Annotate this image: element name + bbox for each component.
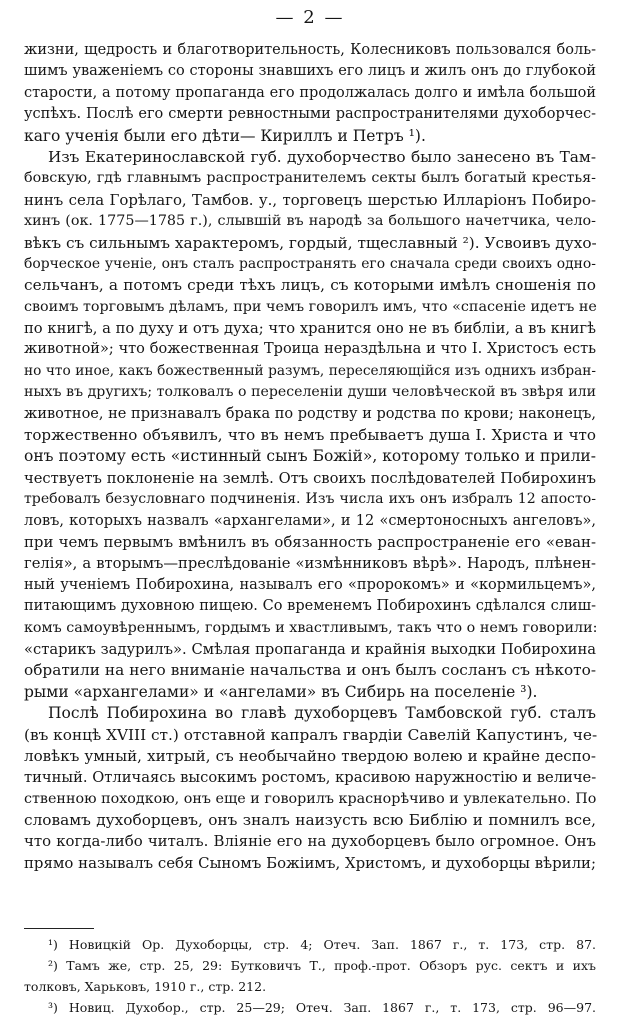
text-line: требовалъ безусловнаго подчиненія. Изъ числа ихъ онъ избралъ 12 апосто- xyxy=(24,491,596,508)
body-text xyxy=(24,40,596,874)
footnote-3: ³) Новиц. Духобор., стр. 25—29; Отеч. Зап. 1867 г., т. 173, стр. 96—97. xyxy=(48,1000,596,1015)
text-line: животное, не признавалъ брака по родству и родства по крови; наконецъ, xyxy=(24,405,596,422)
footnote-1: ¹) Новицкій Ор. Духоборцы, стр. 4; Отеч. Зап. 1867 г., т. 173, стр. 87. xyxy=(48,937,596,952)
text-line: онъ поэтому есть «истинный сынъ Божій», которому только и прили- xyxy=(24,447,596,466)
text-line: комъ самоувѣреннымъ, гордымъ и хвастливымъ, такъ что о немъ говорили: xyxy=(24,619,598,636)
text-line: прямо называлъ себя Сыномъ Божіимъ, Христомъ, и духоборцы вѣрили; xyxy=(24,853,596,872)
page-number: — 2 — xyxy=(275,7,345,28)
text-line: что когда-либо читалъ. Вліяніе его на духоборцевъ было огромное. Онъ xyxy=(24,832,596,851)
text-line: успѣхъ. Послѣ его смерти ревностными распространителями духоборчес- xyxy=(24,106,596,123)
text-line: рыми «архангелами» и «ангелами» въ Сибирь на поселеніе ³). xyxy=(24,682,538,701)
page xyxy=(24,0,596,1028)
text-line: ловѣкъ умный, хитрый, съ необычайно твердою волею и крайне деспо- xyxy=(24,746,596,765)
text-line: чествуетъ поклоненіе на землѣ. Отъ своихъ послѣдователей Побирохинъ xyxy=(24,469,596,487)
text-line: обратили на него вниманіе начальства и онъ былъ сосланъ съ нѣкото- xyxy=(24,661,596,680)
text-line: своимъ торговымъ дѣламъ, при чемъ говорилъ имъ, что «спасеніе идетъ не xyxy=(24,298,597,315)
text-line: «старикъ задурилъ». Смѣлая пропаганда и крайнія выходки Побирохина xyxy=(24,640,596,658)
footnote-2-continuation: толковъ, Харьковъ, 1910 г., стр. 212. xyxy=(24,979,267,994)
footnote-2: ²) Тамъ же, стр. 25, 29: Бутковичъ Т., проф.-прот. Обзоръ рус. сектъ и ихъ xyxy=(48,958,596,973)
text-line: жизни, щедрость и благотворительность, Колесниковъ пользовался боль- xyxy=(24,42,596,58)
text-line: сельчанъ, а потомъ среди тѣхъ лицъ, съ которыми имѣлъ сношенія по xyxy=(24,276,596,295)
text-line: ловъ, которыхъ назвалъ «архангелами», и 12 «смертоносныхъ ангеловъ», xyxy=(24,512,596,529)
text-line: при чемъ первымъ вмѣнилъ въ обязанность распространеніе его «еван- xyxy=(24,532,596,551)
text-line: вѣкъ съ сильнымъ характеромъ, гордый, тщеславный ²). Усвоивъ духо- xyxy=(24,233,597,252)
text-line: животной»; что божественная Троица нераздѣльна и что І. Христосъ есть xyxy=(24,341,596,358)
footnotes xyxy=(24,934,596,1018)
text-line: (въ концѣ XVIII ст.) отставной капралъ гвардіи Савелій Капустинъ, че- xyxy=(24,725,598,744)
text-line: ственною походкою, онъ еще и говорилъ краснорѣчиво и увлекательно. По xyxy=(24,790,597,807)
text-line: словамъ духоборцевъ, онъ зналъ наизусть всю Библію и помнилъ все, xyxy=(24,811,596,830)
text-line: шимъ уваженіемъ со стороны знавшихъ его лицъ и жилъ онъ до глубокой xyxy=(24,63,596,80)
footnote-divider xyxy=(24,928,94,929)
text-line: ныхъ въ другихъ; толковалъ о переселеніи души человѣческой въ звѣря или xyxy=(24,384,596,401)
text-line: ный ученіемъ Побирохина, называлъ его «пророкомъ» и «кормильцемъ», xyxy=(24,576,596,593)
text-line: нинъ села Горѣлаго, Тамбов. у., торговецъ шерстью Илларіонъ Побиро- xyxy=(24,190,596,209)
text-line: питающимъ духовною пищею. Со временемъ Побирохинъ сдѣлался слиш- xyxy=(24,598,596,615)
paragraph-start-line: Изъ Екатеринославской губ. духоборчество было занесено въ Там- xyxy=(48,147,596,166)
text-line: каго ученія были его дѣти— Кириллъ и Петръ ¹). xyxy=(24,126,426,145)
text-line: но что иное, какъ божественный разумъ, переселяющійся изъ однихъ избран- xyxy=(24,362,596,379)
text-line: по книгѣ, а по духу и отъ духа; что хранится оно не въ библіи, а въ книгѣ xyxy=(24,320,596,338)
text-line: торжественно объявилъ, что въ немъ пребываетъ душа І. Христа и что xyxy=(24,426,596,445)
text-line: тичный. Отличаясь высокимъ ростомъ, красивою наружностію и величе- xyxy=(24,769,597,787)
text-line: бовскую, гдѣ главнымъ распространителемъ секты былъ богатый крестья- xyxy=(24,170,596,187)
paragraph-start-line: Послѣ Побирохина во главѣ духоборцевъ Тамбовской губ. сталъ xyxy=(48,704,596,723)
text-line: борческое ученіе, онъ сталъ распространять его сначала среди своихъ одно- xyxy=(24,255,596,272)
text-line: старости, а потому пропаганда его продолжалась долго и имѣла большой xyxy=(24,84,596,101)
text-line: хинъ (ок. 1775—1785 г.), слывшій въ народѣ за большого начетчика, чело- xyxy=(24,213,596,230)
text-line: гелія», а вторымъ—преслѣдованіе «измѣнниковъ вѣрѣ». Народъ, плѣнен- xyxy=(24,555,596,573)
